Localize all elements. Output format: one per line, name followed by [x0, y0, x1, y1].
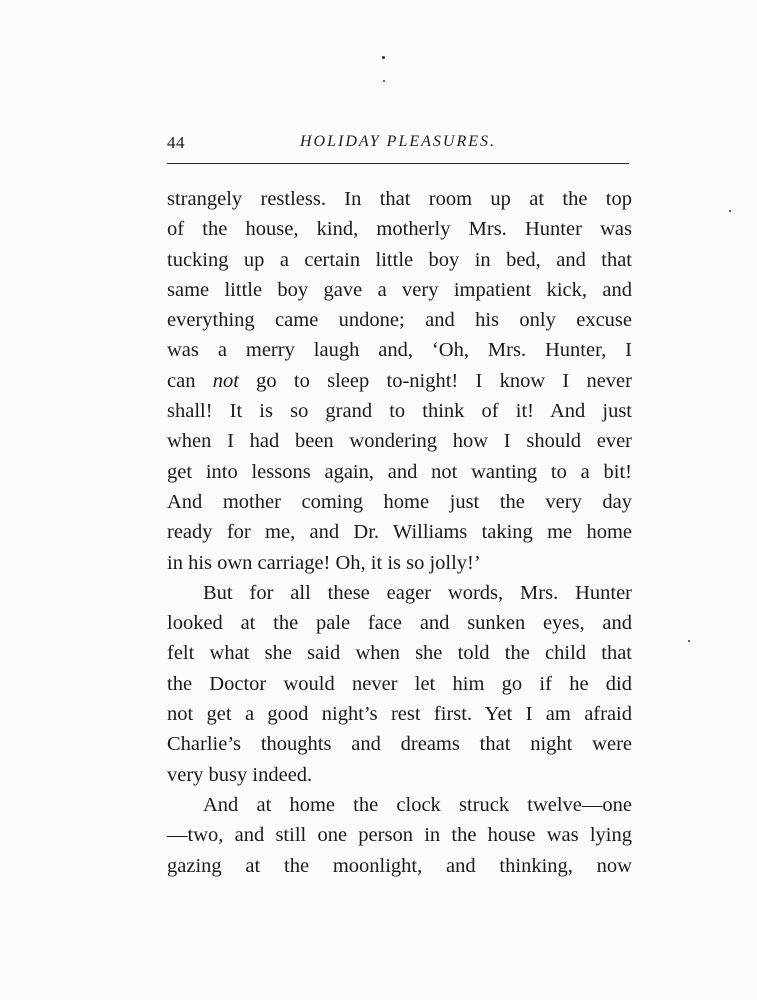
header-rule: [167, 163, 629, 164]
body-text: [167, 184, 632, 881]
text-line: in his own carriage! Oh, it is so jolly!’: [167, 551, 481, 574]
ink-speck: [729, 210, 731, 212]
ink-speck: [382, 56, 385, 59]
text-line: And mother coming home just the very day: [167, 490, 632, 513]
text-line: tucking up a certain little boy in bed, and that: [167, 248, 632, 271]
text-line: ready for me, and Dr. Williams taking me home: [167, 521, 632, 544]
text-line: get into lessons again, and not wanting to a bit!: [167, 460, 632, 483]
text-line: But for all these eager words, Mrs. Hunter: [203, 581, 632, 604]
text-line: strangely restless. In that room up at the top: [167, 188, 632, 210]
text-line: looked at the pale face and sunken eyes, and: [167, 612, 632, 635]
ink-speck: [383, 80, 385, 82]
running-title: HOLIDAY PLEASURES.: [300, 133, 496, 150]
text-line: not get a good night’s rest first. Yet I am afraid: [167, 703, 632, 726]
text-line: Charlie’s thoughts and dreams that night were: [167, 733, 632, 756]
text-line: felt what she said when she told the child that: [167, 642, 632, 665]
text-line: very busy indeed.: [167, 763, 313, 786]
text-line: when I had been wondering how I should ever: [167, 430, 632, 453]
text-line: the Doctor would never let him go if he did: [167, 672, 632, 695]
text-line: —two, and still one person in the house was lying: [167, 824, 632, 847]
ink-speck: [688, 640, 690, 642]
text-line: shall! It is so grand to think of it! And just: [167, 400, 632, 423]
text-line-rest: go to sleep to-night! I know I never: [238, 369, 632, 392]
emphasized-word: not: [212, 369, 239, 392]
text-line: of the house, kind, motherly Mrs. Hunter was: [167, 218, 632, 241]
text-line: gazing at the moonlight, and thinking, now: [167, 854, 632, 877]
text-line: [167, 366, 632, 396]
text-line: was a merry laugh and, ‘Oh, Mrs. Hunter, I: [167, 339, 632, 362]
text-line: And at home the clock struck twelve—one: [203, 793, 632, 816]
text-line-start: can: [167, 369, 213, 392]
text-line: everything came undone; and his only excuse: [167, 309, 632, 332]
page-header: [167, 133, 629, 155]
text-line: same little boy gave a very impatient kick, and: [167, 278, 632, 301]
page-number: 44: [167, 133, 185, 152]
